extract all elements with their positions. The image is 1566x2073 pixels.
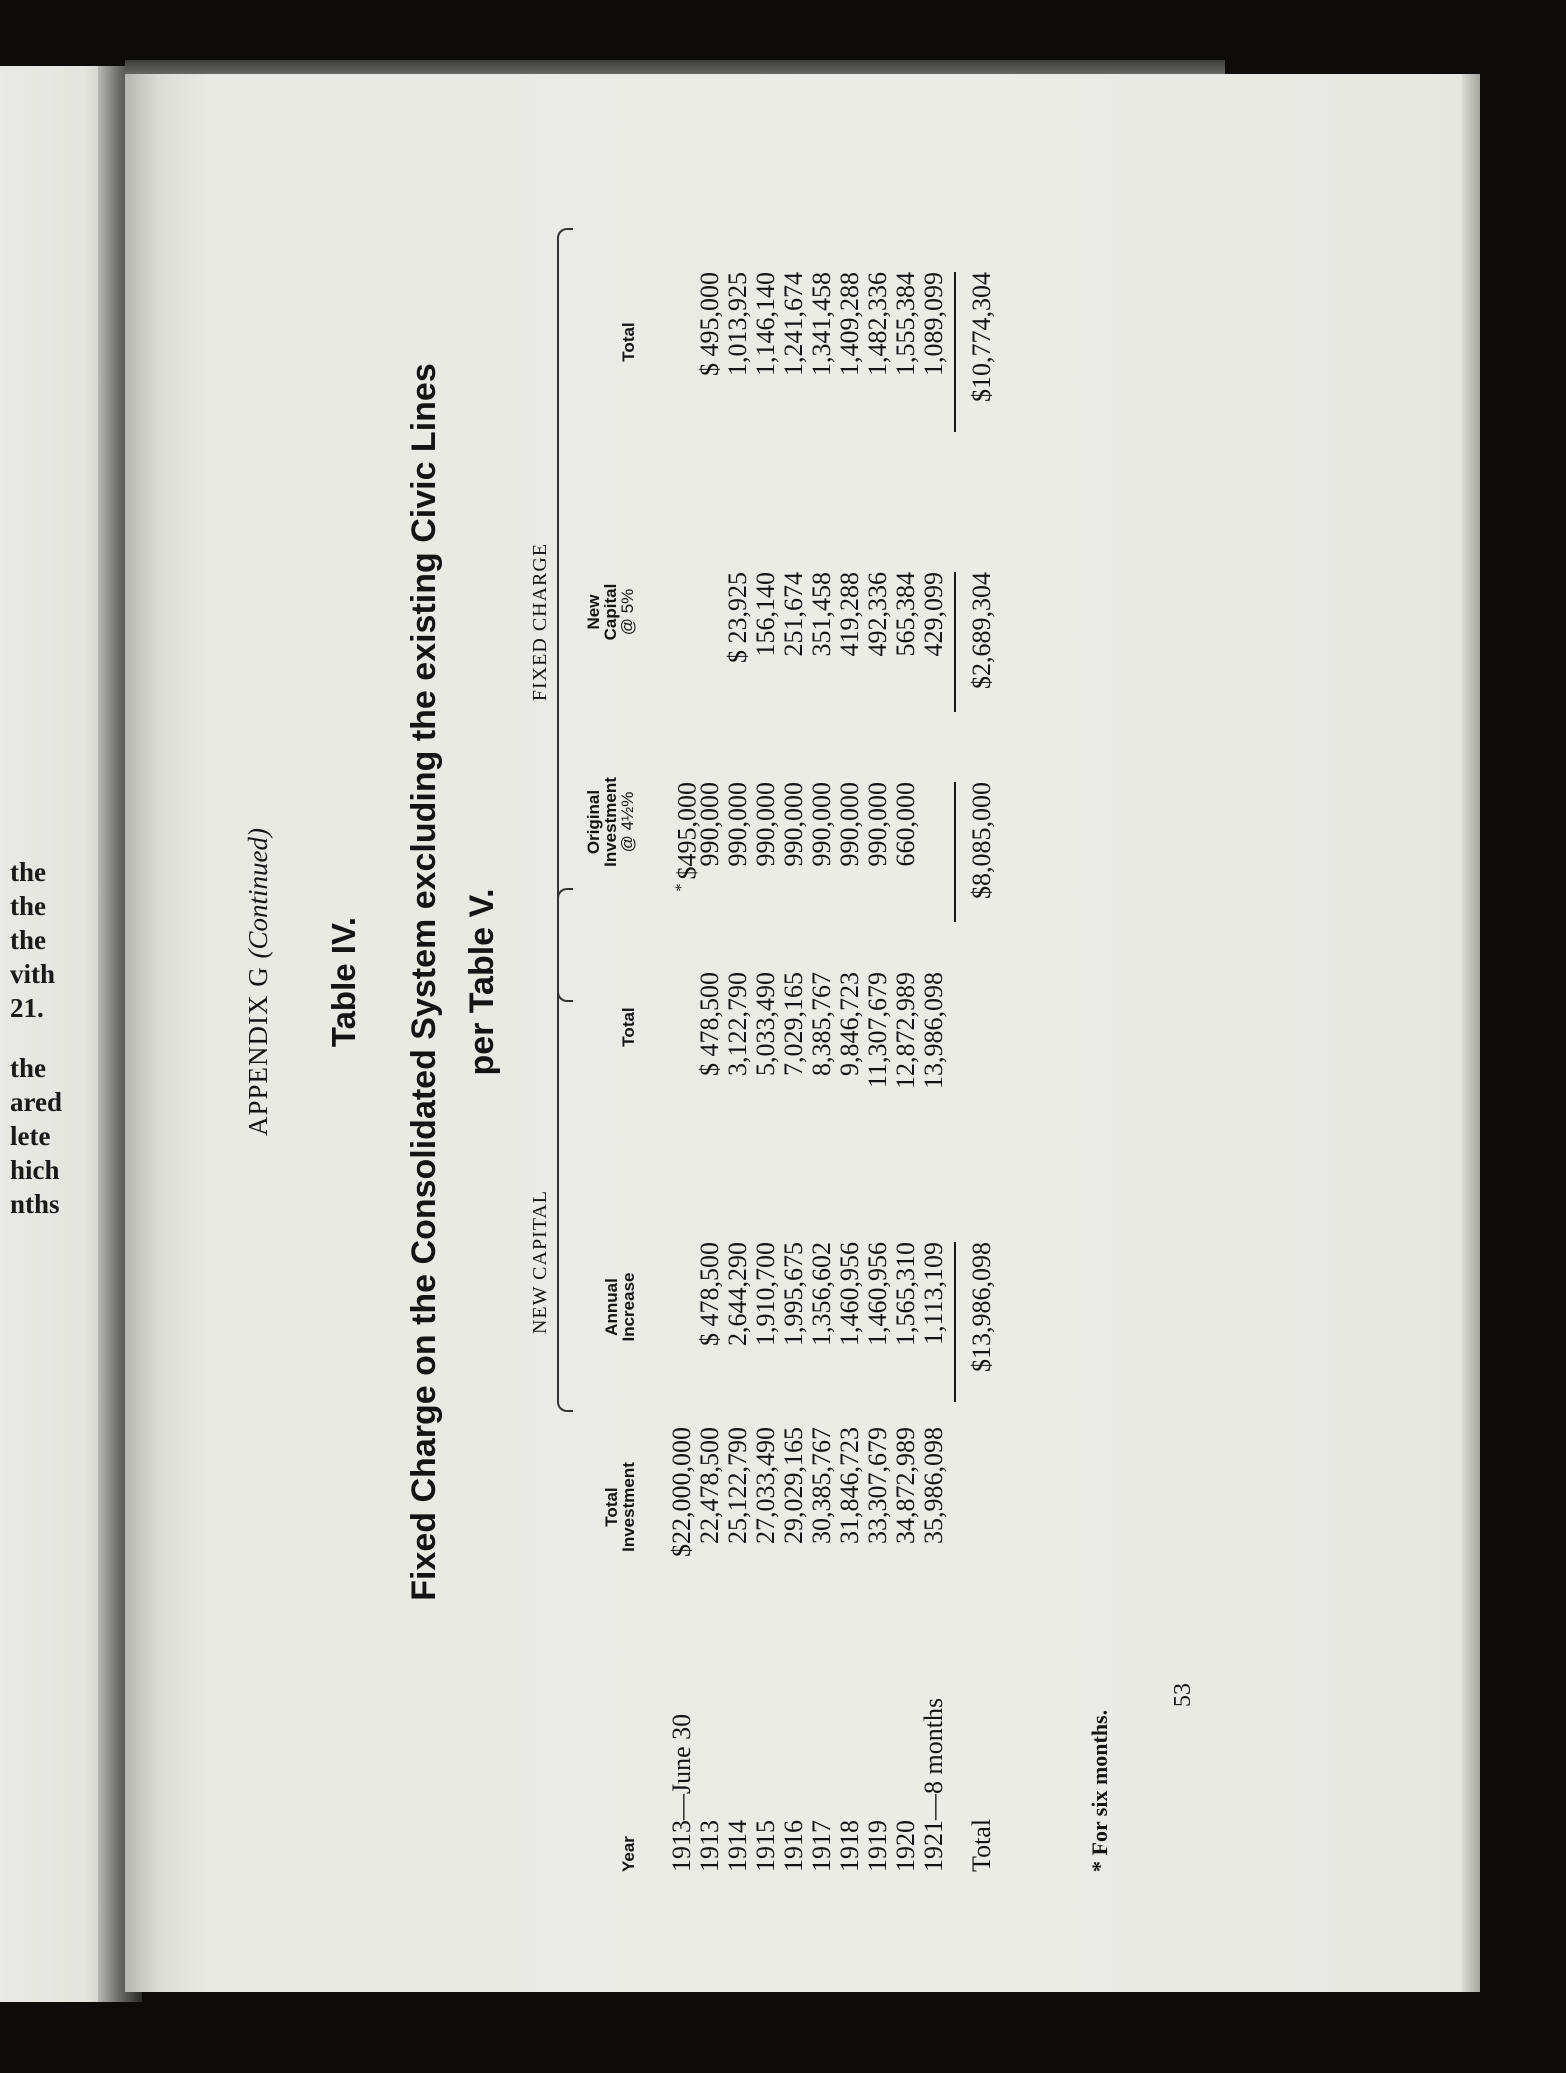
total-rule-fixed-total [954, 272, 956, 432]
cell-fixed-total [668, 272, 696, 432]
cell-year: 1913—June 30 [667, 1713, 696, 1872]
table-title-line-2: per Table V. [463, 888, 501, 1076]
cell-fixed-total: $ 495,000 [695, 272, 724, 376]
cell-new-capital [668, 572, 696, 712]
cell-fixed-total: 1,341,458 [807, 272, 836, 376]
footnote-mark: * [673, 883, 690, 892]
total-annual-increase: $13,986,098 [967, 1242, 996, 1372]
left-line: the [10, 891, 46, 921]
column-fixed-total [668, 272, 948, 432]
cell-new-capital: 156,140 [751, 572, 780, 657]
cell-original-investment [920, 782, 948, 922]
cell-total-investment: 30,385,767 [807, 1427, 836, 1544]
total-new-capital: $2,689,304 [967, 572, 996, 689]
left-line: the [10, 1053, 46, 1083]
column-new-capital-total [668, 972, 948, 1132]
cell-original-investment: 990,000 [723, 782, 752, 867]
head-line: Increase [619, 1272, 638, 1342]
cell-fixed-total: 1,241,674 [779, 272, 808, 376]
col-head-new-capital-total: Total [619, 1007, 638, 1047]
cell-annual-increase: 2,644,290 [723, 1242, 752, 1346]
group-label-fixed-charge: FIXED CHARGE [529, 542, 551, 702]
right-page-edge [1462, 74, 1480, 1992]
cell-original-investment: 990,000 [695, 782, 724, 867]
cell-value: $495,000 [672, 782, 702, 880]
cell-total-investment: $22,000,000 [667, 1427, 696, 1557]
cell-fixed-total: 1,089,099 [919, 272, 948, 376]
group-label-new-capital: NEW CAPITAL [529, 1189, 551, 1335]
cell-year: 1916 [779, 1820, 808, 1872]
total-original-investment: $8,085,000 [967, 782, 996, 899]
cell-annual-increase: 1,565,310 [891, 1242, 920, 1346]
cell-new-capital: 351,458 [807, 572, 836, 657]
cell-new-capital-total: 5,033,490 [751, 972, 780, 1076]
head-line: Investment [601, 777, 620, 867]
cell-year: 1919 [863, 1820, 892, 1872]
column-annual-increase [668, 1242, 948, 1402]
cell-annual-increase: 1,113,109 [919, 1242, 948, 1346]
table-number: Table IV. [325, 916, 362, 1048]
cell-new-capital-total: 8,385,767 [807, 972, 836, 1076]
cell-year: 1913 [695, 1820, 724, 1872]
cell-original-investment: 990,000 [835, 782, 864, 867]
left-line: vith [10, 959, 56, 989]
cell-total-investment: 35,986,098 [919, 1427, 948, 1544]
cell-year: 1920 [891, 1820, 920, 1872]
cell-new-capital [696, 572, 724, 712]
cell-annual-increase: 1,356,602 [807, 1242, 836, 1346]
cell-original-investment: 990,000 [751, 782, 780, 867]
footnote: * For six months. [1087, 1709, 1112, 1872]
column-new-capital [668, 572, 948, 712]
head-line: @ 4½% [618, 791, 637, 853]
cell-new-capital-total: 13,986,098 [919, 972, 948, 1089]
table-title [395, 92, 511, 1872]
cell-new-capital: 251,674 [779, 572, 808, 657]
cell-new-capital-total [668, 972, 696, 1132]
cell-original-investment: 990,000 [779, 782, 808, 867]
appendix-label: APPENDIX G [243, 966, 273, 1136]
cell-new-capital-total: 12,872,989 [891, 972, 920, 1089]
cell-annual-increase [668, 1242, 696, 1402]
cell-fixed-total: 1,555,384 [891, 272, 920, 376]
cell-annual-increase: 1,995,675 [779, 1242, 808, 1346]
total-rule-new-capital [954, 572, 956, 712]
cell-total-investment: 27,033,490 [751, 1427, 780, 1544]
cell-total-investment: 33,307,679 [863, 1427, 892, 1544]
cell-annual-increase: 1,460,956 [863, 1242, 892, 1346]
fixed-charge-brace [557, 228, 573, 1002]
col-head-year: Year [619, 1836, 638, 1872]
cell-fixed-total: 1,482,336 [863, 272, 892, 376]
cell-new-capital-total: 7,029,165 [779, 972, 808, 1076]
cell-new-capital-total: 3,122,790 [723, 972, 752, 1076]
cell-year: 1921—8 months [919, 1697, 948, 1872]
left-line: ared [10, 1087, 62, 1117]
cell-original-investment [668, 782, 702, 922]
total-rule-annual-increase [954, 1242, 956, 1402]
cell-year: 1917 [807, 1820, 836, 1872]
cell-new-capital: 429,099 [919, 572, 948, 657]
left-line: lete [10, 1121, 51, 1151]
column-total-investment [668, 1427, 948, 1602]
cell-new-capital: 419,288 [835, 572, 864, 657]
left-gap [10, 1025, 62, 1051]
column-original-investment [668, 782, 948, 922]
appendix-heading [243, 92, 274, 1872]
rotated-table-page [225, 92, 1375, 1872]
cell-original-investment: 660,000 [891, 782, 920, 867]
left-line: hich [10, 1155, 60, 1185]
head-line: Original [584, 789, 603, 855]
cell-year: 1918 [835, 1820, 864, 1872]
col-head-total-investment [603, 1432, 637, 1582]
cell-new-capital: 565,384 [891, 572, 920, 657]
left-line: the [10, 925, 46, 955]
cell-total-investment: 22,478,500 [695, 1427, 724, 1544]
col-head-new-capital-rate [585, 552, 636, 672]
total-label: Total [967, 1818, 996, 1872]
cell-year: 1914 [723, 1820, 752, 1872]
cell-new-capital-total: 11,307,679 [863, 972, 892, 1089]
col-head-annual-increase [603, 1242, 637, 1372]
head-line: @ 5% [618, 588, 637, 636]
cell-original-investment: 990,000 [807, 782, 836, 867]
cell-new-capital-total: 9,846,723 [835, 972, 864, 1076]
total-fixed-charge: $10,774,304 [967, 272, 996, 402]
column-year [668, 1612, 948, 1872]
cell-fixed-total: 1,146,140 [751, 272, 780, 376]
appendix-continued: (Continued) [243, 828, 273, 959]
total-rule-original [954, 782, 956, 922]
cell-total-investment: 25,122,790 [723, 1427, 752, 1544]
cell-total-investment: 31,846,723 [835, 1427, 864, 1544]
cell-annual-increase: 1,460,956 [835, 1242, 864, 1346]
cell-new-capital: $ 23,925 [723, 572, 752, 663]
cell-new-capital-total: $ 478,500 [695, 972, 724, 1076]
cell-fixed-total: 1,409,288 [835, 272, 864, 376]
head-line: New [584, 594, 603, 630]
cell-annual-increase: $ 478,500 [695, 1242, 724, 1346]
left-line: the [10, 857, 46, 887]
cell-year: 1915 [751, 1820, 780, 1872]
page-number: 53 [1170, 1683, 1196, 1707]
table-title-line-1: Fixed Charge on the Consolidated System excluding the existing Civic Lines [405, 363, 443, 1601]
cell-original-investment: 990,000 [863, 782, 892, 867]
head-line: Annual [602, 1278, 621, 1336]
left-line: nths [10, 1189, 60, 1219]
cell-new-capital: 492,336 [863, 572, 892, 657]
cell-annual-increase: 1,910,700 [751, 1242, 780, 1346]
head-line: Investment [619, 1462, 638, 1552]
col-head-fixed-total: Total [619, 322, 638, 362]
left-line: 21. [10, 993, 44, 1023]
head-line: Total [602, 1487, 621, 1527]
left-page-text [10, 855, 62, 1221]
cell-total-investment: 34,872,989 [891, 1427, 920, 1544]
head-line: Capital [601, 583, 620, 641]
cell-total-investment: 29,029,165 [779, 1427, 808, 1544]
col-head-original-investment [585, 762, 636, 882]
cell-fixed-total: 1,013,925 [723, 272, 752, 376]
